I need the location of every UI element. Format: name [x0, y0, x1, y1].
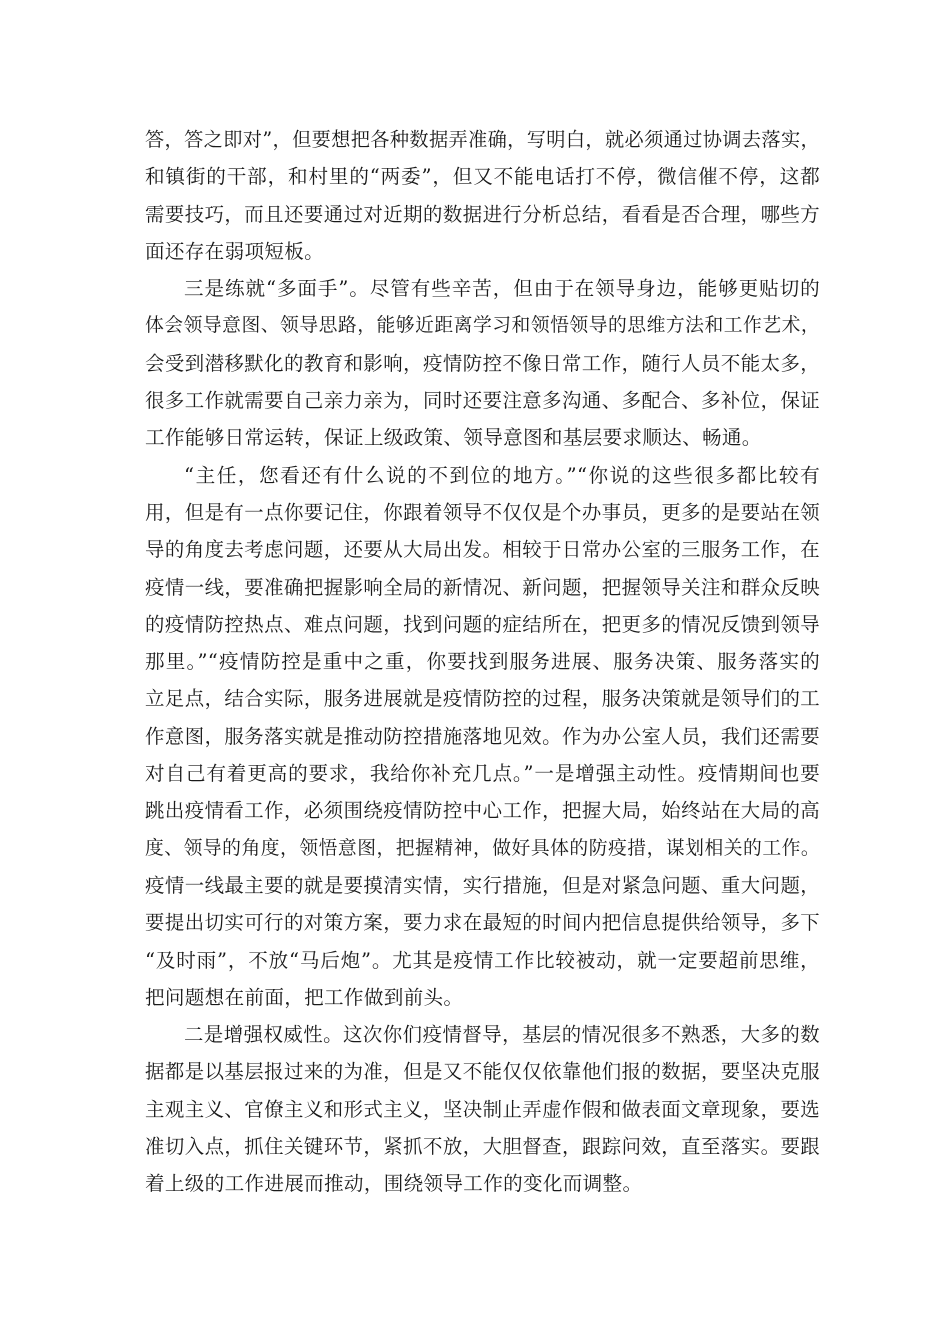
text-line: 着上级的工作进展而推动，围绕领导工作的变化而调整。 — [145, 1172, 643, 1196]
text-line: 工作能够日常运转，保证上级政策、领导意图和基层要求顺达、畅通。 — [145, 426, 762, 450]
text-line: 把问题想在前面，把工作做到前头。 — [145, 985, 464, 1009]
text-line: 需要技巧，而且还要通过对近期的数据进行分析总结，看看是否合理，哪些方 — [145, 202, 820, 226]
text-line: 立足点，结合实际，服务进展就是疫情防控的过程，服务决策就是领导们的工 — [145, 687, 820, 711]
text-line: 疫情一线，要准确把握影响全局的新情况、新问题，把握领导关注和群众反映 — [145, 575, 820, 599]
paragraph-first-line: “主任，您看还有什么说的不到位的地方。”“你说的这些很多都比较有 — [184, 463, 820, 487]
text-line: 会受到潜移默化的教育和影响，疫情防控不像日常工作，随行人员不能太多， — [145, 351, 820, 375]
text-line: 和镇街的干部，和村里的“两委”，但又不能电话打不停，微信催不停，这都 — [145, 165, 820, 189]
text-line: 度、领导的角度，领悟意图，把握精神，做好具体的防疫措，谋划相关的工作。 — [145, 837, 820, 859]
text-line: 面还存在弱项短板。 — [145, 239, 325, 263]
text-line: 答，答之即对”，但要想把各种数据弄准确，写明白，就必须通过协调去落实， — [145, 128, 820, 151]
paragraph-first-line: 三是练就“多面手”。尽管有些辛苦，但由于在领导身边，能够更贴切的 — [184, 277, 820, 301]
text-line: “及时雨”，不放“马后炮”。尤其是疫情工作比较被动，就一定要超前思维， — [145, 948, 820, 972]
paragraph-first-line: 二是增强权威性。这次你们疫情督导，基层的情况很多不熟悉，大多的数 — [184, 1023, 820, 1047]
text-line: 准切入点，抓住关键环节，紧抓不放，大胆督查，跟踪问效，直至落实。要跟 — [145, 1135, 820, 1159]
text-line: 作意图，服务落实就是推动防控措施落地见效。作为办公室人员，我们还需要 — [145, 724, 820, 748]
text-line: 据都是以基层报过来的为准，但是又不能仅仅依靠他们报的数据，要坚决克服 — [145, 1060, 820, 1084]
text-line: 跳出疫情看工作，必须围绕疫情防控中心工作，把握大局，始终站在大局的高 — [145, 799, 820, 823]
text-line: 用，但是有一点你要记住，你跟着领导不仅仅是个办事员，更多的是要站在领 — [145, 500, 820, 524]
text-line: 主观主义、官僚主义和形式主义，坚决制止弄虚作假和做表面文章现象，要选 — [145, 1097, 820, 1121]
document-body — [145, 121, 820, 1203]
text-line: 体会领导意图、领导思路，能够近距离学习和领悟领导的思维方法和工作艺术， — [145, 315, 820, 337]
text-line: 那里。”“疫情防控是重中之重，你要找到服务进展、服务决策、服务落实的 — [145, 650, 820, 674]
text-line: 很多工作就需要自己亲力亲为，同时还要注意多沟通、多配合、多补位，保证 — [145, 389, 820, 413]
text-line: 导的角度去考虑问题，还要从大局出发。相较于日常办公室的三服务工作，在 — [145, 538, 820, 562]
text-line: 疫情一线最主要的就是要摸清实情，实行措施，但是对紧急问题、重大问题， — [145, 873, 820, 897]
text-line: 的疫情防控热点、难点问题，找到问题的症结所在，把更多的情况反馈到领导 — [145, 612, 820, 636]
text-line: 要提出切实可行的对策方案，要力求在最短的时间内把信息提供给领导，多下 — [145, 911, 820, 935]
text-line: 对自己有着更高的要求，我给你补充几点。”一是增强主动性。疫情期间也要 — [145, 762, 820, 786]
